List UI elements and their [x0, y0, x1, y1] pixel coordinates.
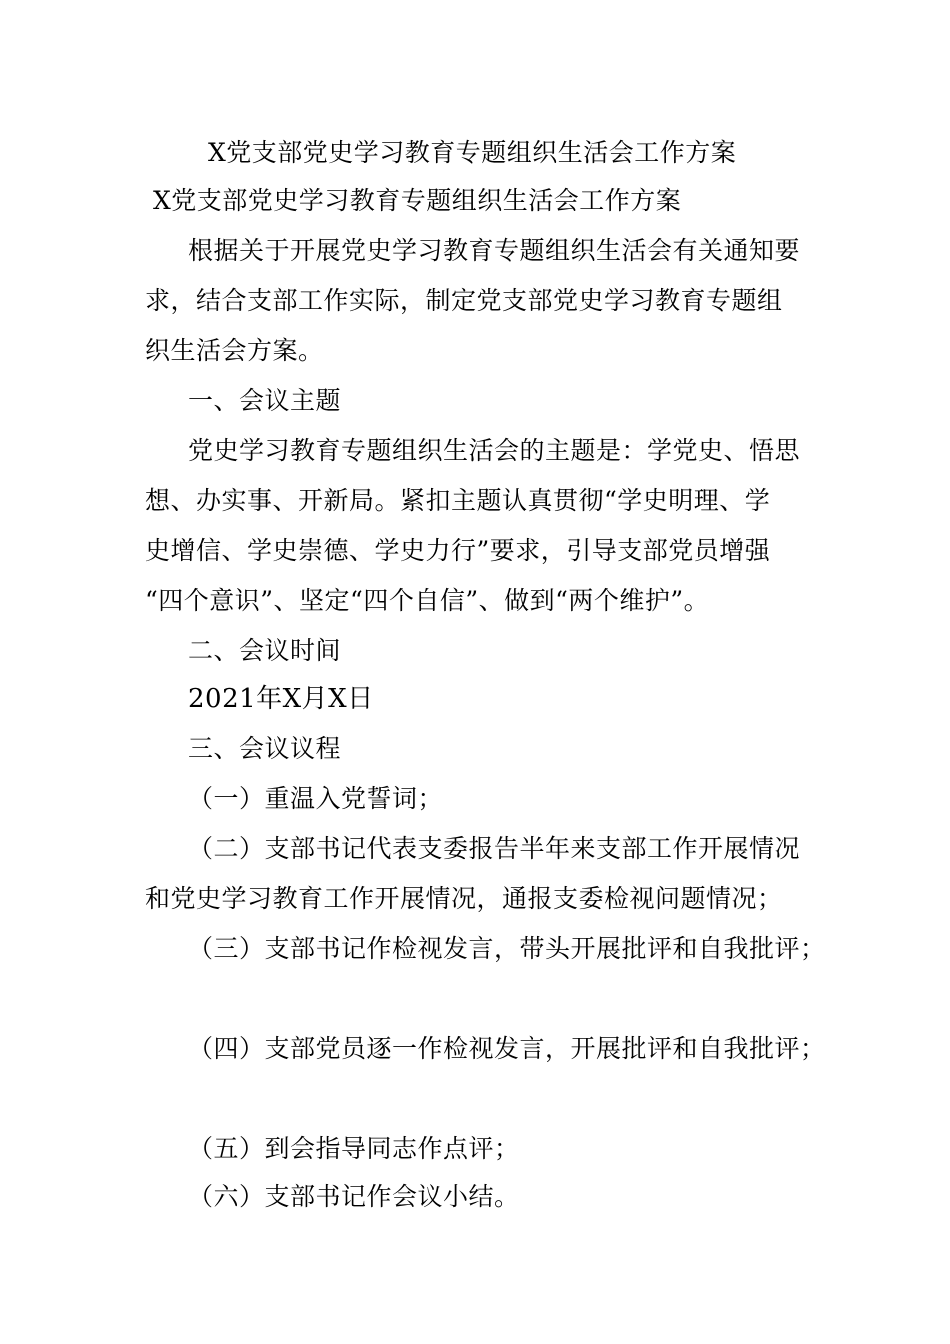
agenda-item: （一）重温入党誓词； — [188, 784, 444, 813]
theme-line: “四个意识”、坚定“四个自信”、做到“两个维护”。 — [145, 586, 710, 615]
intro-line: 织生活会方案。 — [145, 336, 324, 365]
intro-line: 求，结合支部工作实际，制定党支部党史学习教育专题组 — [145, 286, 783, 315]
intro-line: 根据关于开展党史学习教育专题组织生活会有关通知要 — [188, 236, 801, 265]
meeting-date: 2021年X月X日 — [188, 684, 374, 714]
theme-line: 党史学习教育专题组织生活会的主题是：学党史、悟思 — [188, 436, 801, 465]
agenda-item: （四）支部党员逐一作检视发言，开展批评和自我批评； — [188, 1034, 826, 1063]
agenda-item-continuation: 和党史学习教育工作开展情况，通报支委检视问题情况； — [145, 884, 783, 913]
theme-line: 想、办实事、开新局。紧扣主题认真贯彻“学史明理、学 — [145, 486, 771, 515]
section-heading-agenda: 三、会议议程 — [188, 734, 342, 763]
section-heading-theme: 一、会议主题 — [188, 386, 342, 415]
document-subtitle: X党支部党史学习教育专题组织生活会工作方案 — [153, 186, 682, 215]
agenda-item: （六）支部书记作会议小结。 — [188, 1182, 520, 1211]
section-heading-time: 二、会议时间 — [188, 636, 342, 665]
agenda-item: （三）支部书记作检视发言，带头开展批评和自我批评； — [188, 934, 826, 963]
agenda-item: （二）支部书记代表支委报告半年来支部工作开展情况 — [188, 834, 801, 863]
theme-line: 史增信、学史崇德、学史力行”要求，引导支部党员增强 — [145, 536, 771, 565]
document-title: X党支部党史学习教育专题组织生活会工作方案 — [208, 138, 737, 167]
agenda-item: （五）到会指导同志作点评； — [188, 1134, 520, 1163]
